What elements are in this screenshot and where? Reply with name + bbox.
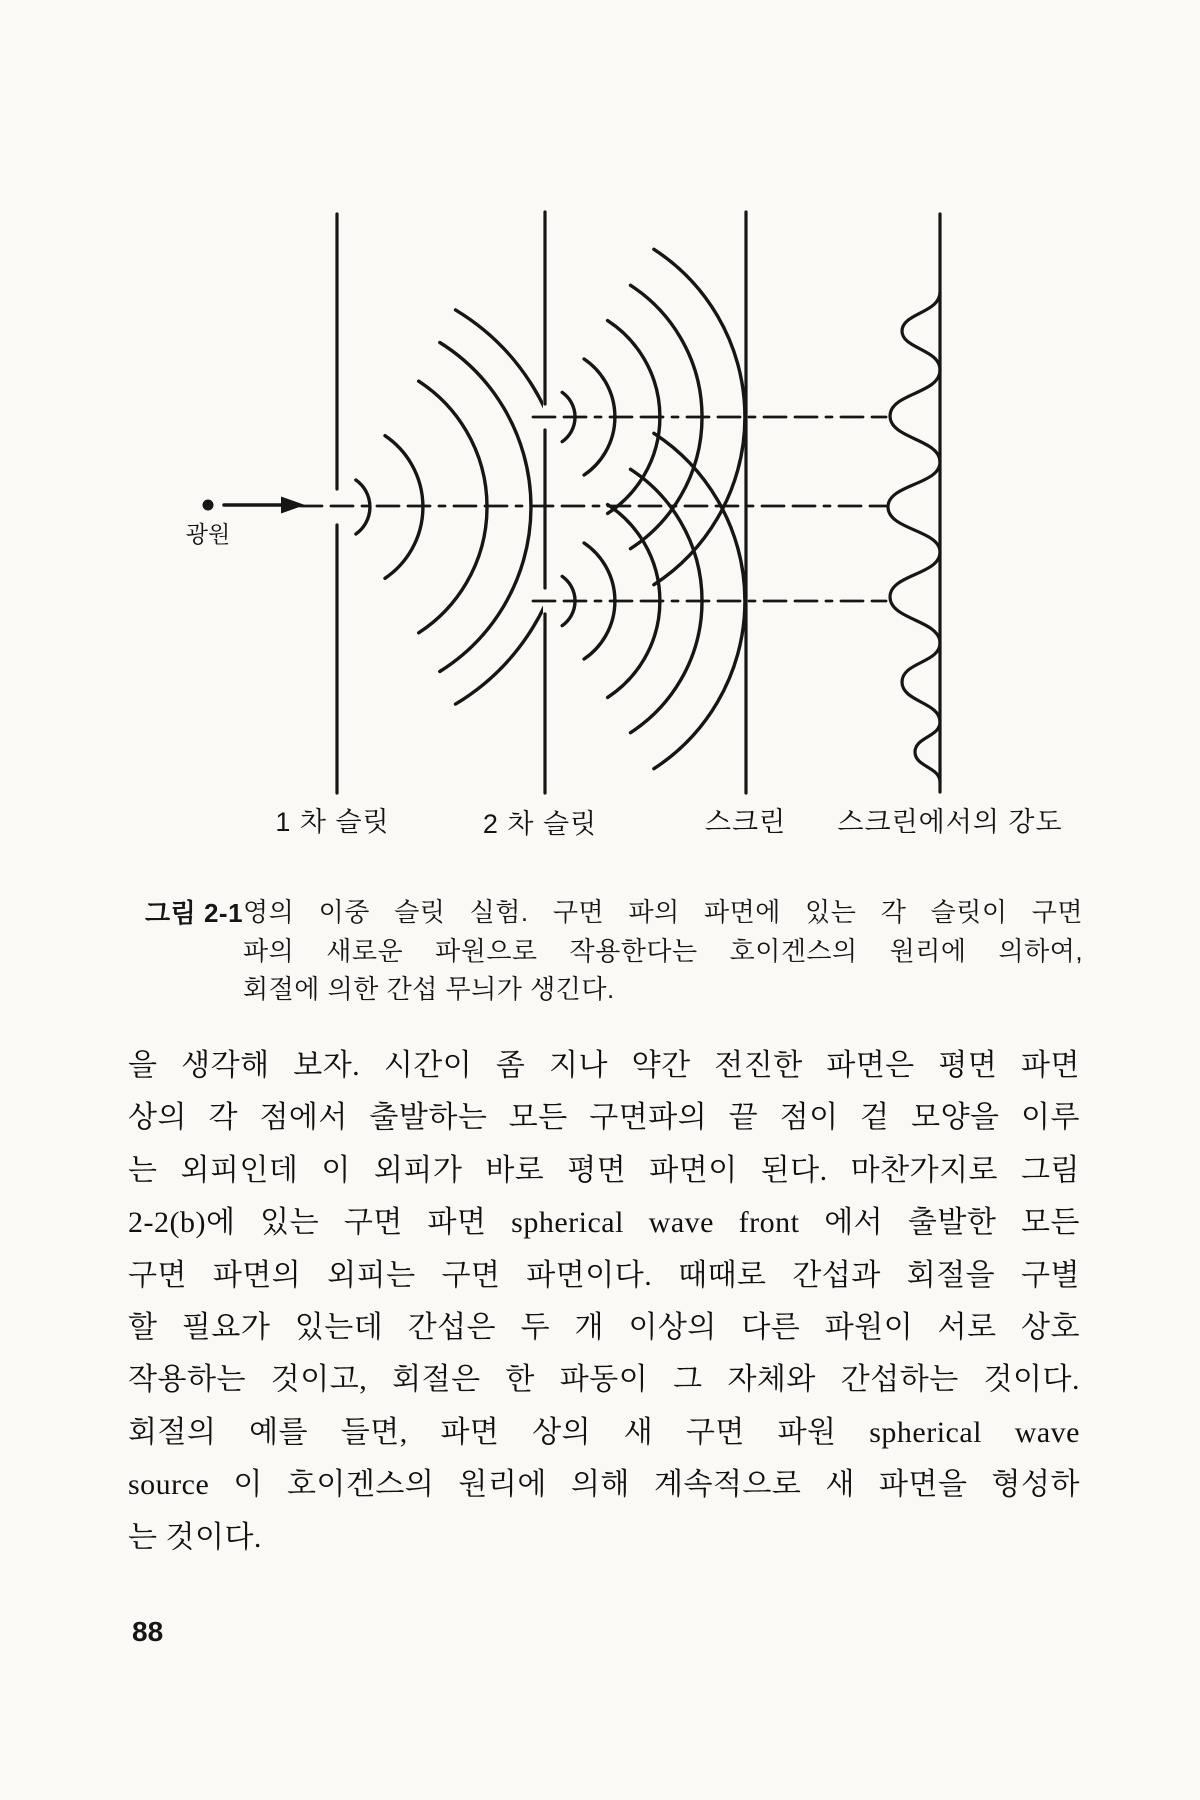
- body-line: 을 생각해 보자. 시간이 좀 지나 약간 전진한 파면은 평면 파면: [128, 1049, 1080, 1082]
- body-line: source 이 호이겐스의 원리에 의해 계속적으로 새 파면을 형성하: [128, 1468, 1080, 1502]
- body-line: 회절의 예를 들면, 파면 상의 새 구면 파원 spherical wave: [128, 1415, 1080, 1449]
- body-text: [128, 1040, 1080, 1564]
- page-number: 88: [132, 1616, 164, 1647]
- body-line: 2-2(b)에 있는 구면 파면 spherical wave front 에서 출발한 모든: [128, 1206, 1080, 1240]
- body-line: 상의 각 점에서 출발하는 모든 구면파의 끝 점이 겉 모양을 이루: [128, 1101, 1080, 1135]
- double-slit-diagram: [0, 0, 1200, 870]
- body-line: 구면 파면의 외피는 구면 파면이다. 때때로 간섭과 회절을 구별: [128, 1258, 1080, 1292]
- slit1-label: 1 차 슬릿: [275, 807, 390, 837]
- intensity-curve: [888, 292, 940, 782]
- light-source-dot: [203, 500, 214, 511]
- caption-line: 파의 새로운 파원으로 작용한다는 호이겐스의 원리에 의하여,: [243, 935, 1084, 966]
- figure-caption-tag: 그림 2-1: [145, 898, 244, 928]
- figure-caption: [145, 893, 1085, 1009]
- caption-line: 회절에 의한 간섭 무늬가 생긴다.: [243, 974, 615, 1004]
- screen-label: 스크린: [704, 807, 787, 837]
- figure-caption-text: [243, 893, 1083, 1009]
- slit2-label: 2 차 슬릿: [482, 809, 598, 839]
- body-line: 할 필요가 있는데 간섭은 두 개 이상의 다른 파원이 서로 상호: [128, 1311, 1080, 1345]
- body-line: 는 외피인데 이 외피가 바로 평면 파면이 된다. 마찬가지로 그림: [128, 1153, 1080, 1187]
- body-line: 작용하는 것이고, 회절은 한 파동이 그 자체와 간섭하는 것이다.: [128, 1363, 1080, 1397]
- caption-line: 영의 이중 슬릿 실험. 구면 파의 파면에 있는 각 슬릿이 구면: [243, 897, 1084, 927]
- body-line: 는 것이다.: [128, 1520, 262, 1554]
- intensity-label: 스크린에서의 강도: [837, 807, 1063, 837]
- light-source-label: 광원: [185, 521, 231, 547]
